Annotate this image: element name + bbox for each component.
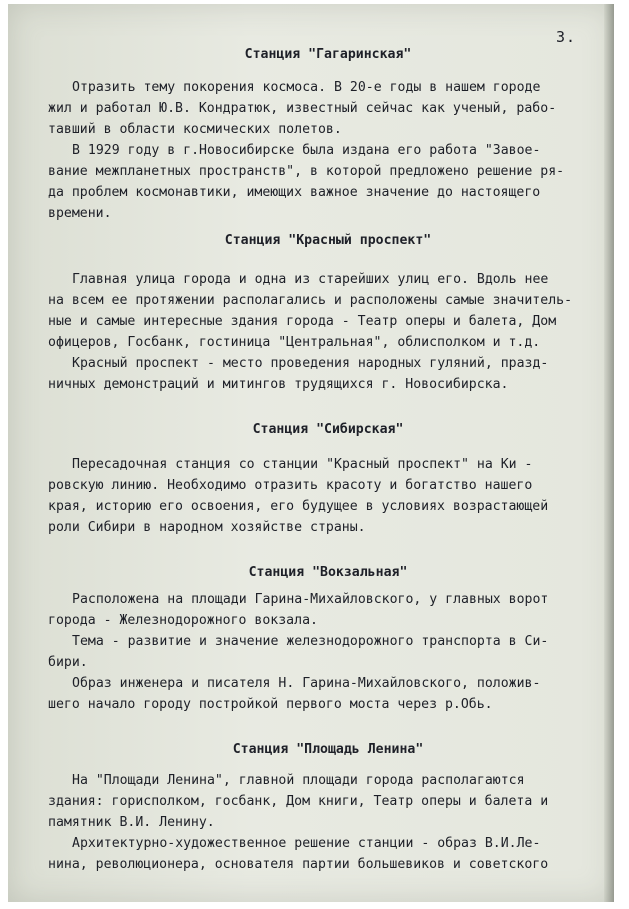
section-title: Станция "Сибирская" bbox=[252, 422, 404, 437]
page-number: 3. bbox=[556, 28, 577, 46]
text-line: ровскую линию. Необходимо отразить красоту и богатство нашего bbox=[48, 478, 533, 493]
text-line: жил и работал Ю.В. Кондратюк, известный сейчас как ученый, рабо- bbox=[48, 101, 557, 116]
text-line: На "Площади Ленина", главной площади города располагаются bbox=[72, 773, 525, 788]
section-title: Станция "Площадь Ленина" bbox=[232, 742, 424, 757]
section-text bbox=[48, 269, 588, 395]
section-ploshchad-lenina bbox=[48, 739, 588, 875]
section-title: Станция "Красный проспект" bbox=[224, 233, 432, 248]
section-gagarinskaya bbox=[48, 44, 588, 224]
text-line: офицеров, Госбанк, гостиница "Центральная", облисполком и т.д. bbox=[48, 335, 541, 350]
text-line: Главная улица города и одна из старейших улиц его. Вдоль нее bbox=[72, 272, 549, 287]
text-line: Образ инженера и писателя Н. Гарина-Михайловского, положив- bbox=[72, 676, 541, 691]
section-sibirskaya bbox=[48, 419, 588, 538]
text-line: вание межпланетных пространств", в которой предложено решение ря- bbox=[48, 164, 565, 179]
document-body bbox=[48, 44, 588, 875]
text-line: бири. bbox=[48, 655, 88, 670]
section-title: Станция "Гагаринская" bbox=[244, 47, 412, 62]
text-line: здания: горисполком, госбанк, Дом книги, Театр оперы и балета и bbox=[48, 794, 549, 809]
section-vokzalnaya bbox=[48, 562, 588, 715]
section-text bbox=[48, 770, 588, 875]
text-line: шего начало городу постройкой первого моста через р.Обь. bbox=[48, 697, 493, 712]
text-line: Тема - развитие и значение железнодорожного транспорта в Си- bbox=[72, 634, 549, 649]
text-line: времени. bbox=[48, 206, 112, 221]
text-line: города - Железнодорожного вокзала. bbox=[48, 613, 318, 628]
text-line: Пересадочная станция со станции "Красный проспект" на Ки - bbox=[72, 457, 533, 472]
text-line: роли Сибири в народном хозяйстве страны. bbox=[48, 520, 366, 535]
text-line: тавший в области космических полетов. bbox=[48, 122, 342, 137]
text-line: памятник В.И. Ленину. bbox=[48, 815, 215, 830]
text-line: Отразить тему покорения космоса. В 20-е годы в нашем городе bbox=[72, 80, 541, 95]
text-line: да проблем космонавтики, имеющих важное значение до настоящего bbox=[48, 185, 541, 200]
section-text bbox=[48, 589, 588, 715]
text-line: края, историю его освоения, его будущее в условиях возрастающей bbox=[48, 499, 549, 514]
text-line: Красный проспект - место проведения народных гуляний, празд- bbox=[72, 356, 549, 371]
page-edge-shadow bbox=[604, 4, 614, 902]
text-line: на всем ее протяжении располагались и расположены самые значитель- bbox=[48, 293, 573, 308]
text-line: Архитектурно-художественное решение станции - образ В.И.Ле- bbox=[72, 836, 541, 851]
text-line: В 1929 году в г.Новосибирске была издана его работа "Завое- bbox=[72, 143, 541, 158]
text-line: ничных демонстраций и митингов трудящихся г. Новосибирска. bbox=[48, 377, 509, 392]
section-text bbox=[48, 77, 588, 224]
section-krasny-prospekt bbox=[48, 230, 588, 395]
section-title: Станция "Вокзальная" bbox=[248, 565, 408, 580]
document-page bbox=[8, 4, 614, 902]
section-text bbox=[48, 454, 588, 538]
text-line: ные и самые интересные здания города - Театр оперы и балета, Дом bbox=[48, 314, 557, 329]
text-line: Расположена на площади Гарина-Михайловского, у главных ворот bbox=[72, 592, 549, 607]
text-line: нина, революционера, основателя партии большевиков и советского bbox=[48, 857, 549, 872]
